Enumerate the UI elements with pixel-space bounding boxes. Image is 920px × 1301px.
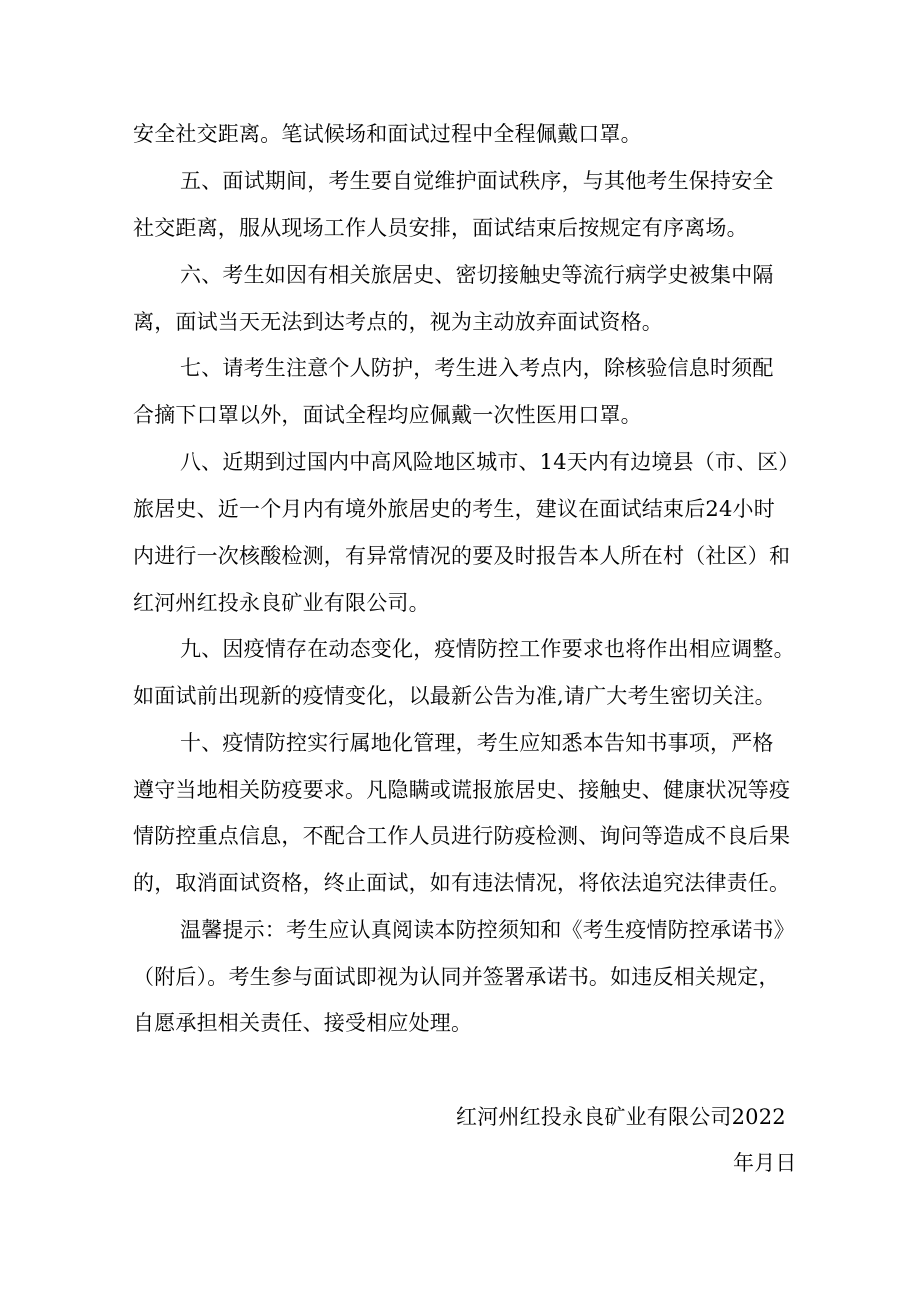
- paragraph-9-line-2: 如面试前出现新的疫情变化，以最新公告为准,请广大考生密切关注。: [133, 684, 776, 708]
- paragraph-5-line-1: 五、面试期间，考生要自觉维护面试秩序，与其他考生保持安全: [180, 169, 774, 193]
- paragraph-9-line-1: 九、因疫情存在动态变化，疫情防控工作要求也将作出相应调整。: [180, 637, 795, 661]
- reminder-line-2: （附后）。考生参与面试即视为认同并签署承诺书。如违反相关规定，: [133, 965, 780, 989]
- reminder-line-3: 自愿承担相关责任、接受相应处理。: [133, 1011, 473, 1035]
- paragraph-10-line-4: 的，取消面试资格，终止面试，如有违法情况，将依法追究法律责任。: [133, 871, 791, 895]
- reminder-line-1: 温馨提示：考生应认真阅读本防控须知和《考生疫情防控承诺书》: [180, 918, 795, 942]
- paragraph-5-line-2: 社交距离，服从现场工作人员安排，面试结束后按规定有序离场。: [133, 216, 748, 240]
- paragraph-10-line-3: 情防控重点信息，不配合工作人员进行防疫检测、询问等造成不良后果: [133, 824, 791, 848]
- paragraph-6-line-1: 六、考生如因有相关旅居史、密切接触史等流行病学史被集中隔: [180, 263, 774, 287]
- paragraph-10-line-2: 遵守当地相关防疫要求。凡隐瞒或谎报旅居史、接触史、健康状况等疫: [133, 778, 791, 802]
- paragraph-8-line-2: 旅居史、近一个月内有境外旅居史的考生，建议在面试结束后24小时: [133, 497, 775, 521]
- paragraph-8-line-1: 八、近期到过国内中高风险地区城市、14天内有边境县（市、区）: [180, 450, 800, 474]
- signature-company: 红河州红投永良矿业有限公司2022: [456, 1105, 786, 1129]
- paragraph-7-line-2: 合摘下口罩以外，面试全程均应佩戴一次性医用口罩。: [133, 403, 642, 427]
- paragraph-7-line-1: 七、请考生注意个人防护，考生进入考点内，除核验信息时须配: [180, 356, 774, 380]
- paragraph-6-line-2: 离，面试当天无法到达考点的，视为主动放弃面试资格。: [133, 310, 663, 334]
- signature-date: 年月日: [733, 1151, 797, 1175]
- paragraph-4-line-2: 安全社交距离。笔试候场和面试过程中全程佩戴口罩。: [133, 122, 642, 146]
- paragraph-8-line-3: 内进行一次核酸检测，有异常情况的要及时报告本人所在村（社区）和: [133, 544, 791, 568]
- paragraph-8-line-4: 红河州红投永良矿业有限公司。: [133, 591, 430, 615]
- paragraph-10-line-1: 十、疫情防控实行属地化管理，考生应知悉本告知书事项，严格: [180, 731, 774, 755]
